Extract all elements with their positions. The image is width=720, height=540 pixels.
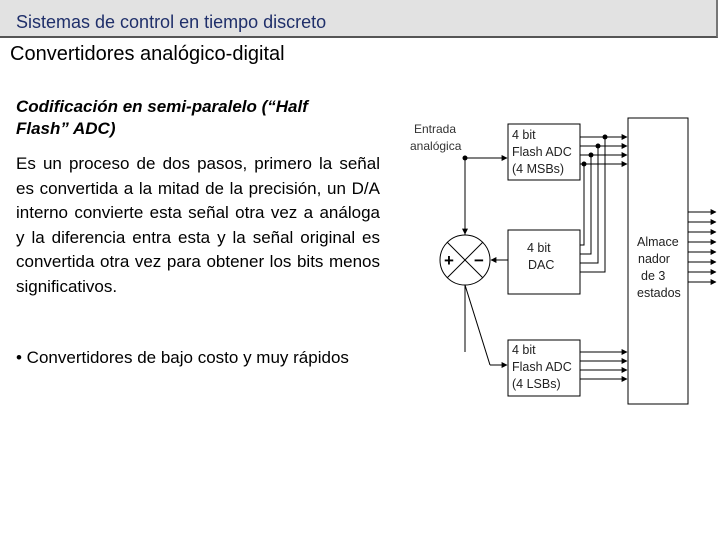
dac-line-1: 4 bit <box>527 241 551 255</box>
storage-line-3: de 3 <box>641 269 666 283</box>
page-subtitle: Convertidores analógico-digital <box>10 43 285 65</box>
msb-output-bus <box>580 135 627 273</box>
header-title: Sistemas de control en tiempo discreto <box>16 12 327 32</box>
storage-line-4: estados <box>637 286 681 300</box>
lsb-adc-line-3: (4 LSBs) <box>512 377 561 391</box>
lsb-adc-line-2: Flash ADC <box>512 360 572 374</box>
description-paragraph: Es un proceso de dos pasos, primero la señal es convertida a la mitad de la precisión, un D/A interno convierte esta señal otra vez a análoga y la diferencia entra esta y la señal original es convertida otra vez para obtener los bits menos significativos. <box>16 154 380 296</box>
summer-output-wire <box>465 285 490 365</box>
storage-line-2: nador <box>638 252 670 266</box>
storage-output-bus <box>688 212 716 282</box>
heading-line-2: Flash” ADC) <box>16 119 116 138</box>
heading-line-1: Codificación en semi-paralelo (“Half <box>16 97 308 116</box>
msb-adc-line-2: Flash ADC <box>512 145 572 159</box>
input-label-line-1: Entrada <box>414 122 457 136</box>
msb-tap-3 <box>580 155 591 254</box>
dac-line-2: DAC <box>528 258 555 272</box>
msb-tap-4 <box>580 164 584 245</box>
msb-adc-line-1: 4 bit <box>512 128 536 142</box>
lsb-output-bus <box>580 352 627 379</box>
input-label-line-2: analógica <box>410 139 462 153</box>
summer-plus-sign: + <box>444 251 454 270</box>
summer-minus-sign: − <box>474 251 484 270</box>
bullet-point: • Convertidores de bajo costo y muy rápidos <box>16 348 349 367</box>
storage-line-1: Almace <box>637 235 679 249</box>
lsb-adc-line-1: 4 bit <box>512 343 536 357</box>
msb-adc-line-3: (4 MSBs) <box>512 162 565 176</box>
